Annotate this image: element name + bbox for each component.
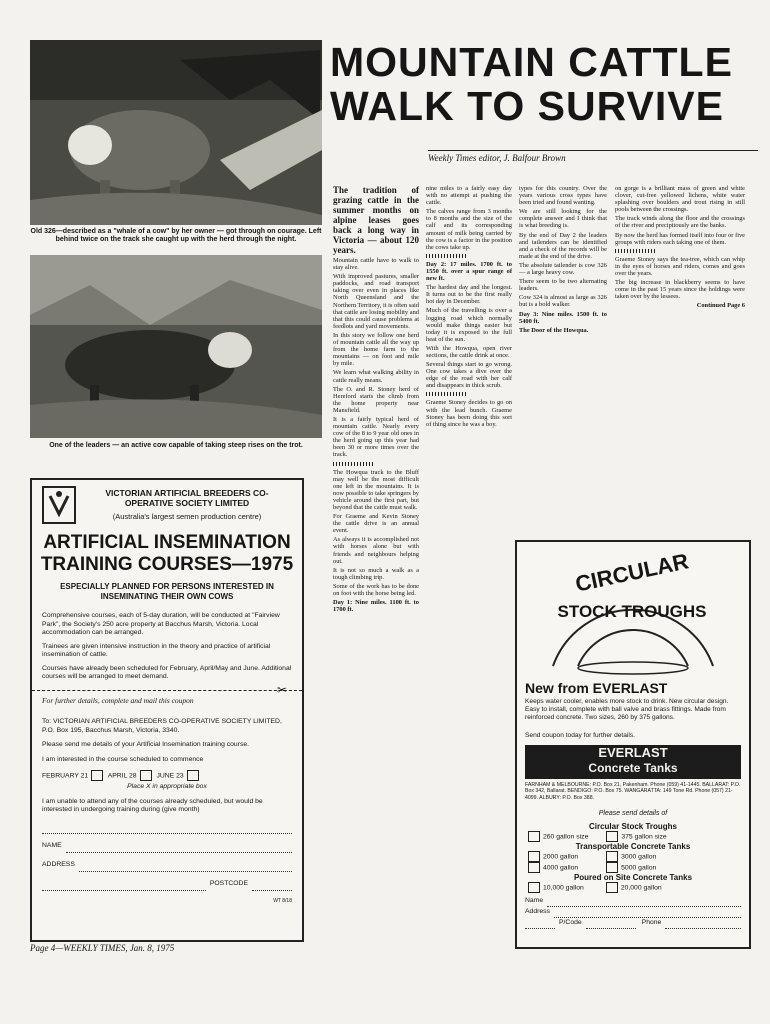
paragraph: For Graeme and Kevin Stoney the cattle drive is an annual event. [333, 513, 419, 535]
article-intro: The tradition of grazing cattle in the summer months on alpine leases goes back a long way in Victoria — about 120 years. [333, 185, 419, 255]
tick-instruction: Place X in appropriate box [127, 783, 207, 790]
section-rule [615, 249, 655, 253]
vabcs-tagline: (Australia's largest semen production centre) [112, 512, 262, 521]
subhead-day-1: Day 1: Nine miles. 1100 ft. to 1700 ft. [333, 599, 419, 614]
coupon-to: To: VICTORIAN ARTIFICIAL BREEDERS CO-OPERATIVE SOCIETY LIMITED, [42, 718, 282, 725]
cow-photo-1 [30, 40, 322, 225]
name-label: Name [525, 897, 544, 904]
everlast-coupon [525, 822, 741, 929]
everlast-advert [515, 540, 751, 949]
phone-label: Phone [641, 919, 662, 926]
option-label: 5000 gallon [621, 864, 657, 872]
pcode-label: P/Code [559, 919, 582, 926]
date-february: FEBRUARY 21 [42, 772, 89, 780]
address-field-2[interactable] [525, 918, 555, 929]
paragraph: The O. and R. Stoney herd of Hereford starts the climb from the home property near Mansfield. [333, 385, 419, 414]
concrete-tanks: Concrete Tanks [588, 761, 678, 775]
ad-title-1: ARTIFICIAL INSEMINATION [43, 532, 291, 553]
paragraph: We are still looking for the complete answer and I think that is what breeding is. [519, 208, 607, 230]
ai-training-advert [30, 478, 304, 942]
coupon-address: P.O. Box 195, Bacchus Marsh, Victoria, 3340. [42, 726, 180, 734]
cow-photo-2 [30, 255, 322, 438]
paragraph: It is a fairly typical herd of mountain cattle. Nearly every cow of the 8 to 9 year old ones in the herd going up this year had been 30 or more times over the track. [333, 415, 419, 459]
checkbox-5000[interactable] [606, 862, 618, 873]
address-label: ADDRESS [42, 860, 75, 868]
subhead-day-2: Day 2: 17 miles. 1700 ft. to 1550 ft. over a spur range of new ft. [426, 260, 512, 283]
headline-line-2: WALK TO SURVIVE [330, 83, 724, 129]
paragraph: Graeme Stoney decides to go on with the lead bunch. Graeme Stoney has been doing this sort of thing since he was a boy. [426, 399, 512, 428]
address-label: Address [525, 908, 550, 915]
paragraph: It is not so much a walk as a tough climbing trip. [333, 566, 419, 581]
everlast-blurb: Keeps water cooler, enables more stock to drink. New circular design. Easy to install, complete with ball valve and brass fittings. Made from reinforced concrete. Two sizes, 260 by 375 gallons. [525, 698, 729, 721]
paragraph: types for this country. Over the years various cross types have been tried and found wanting. [519, 185, 607, 207]
option-label: 375 gallon size [621, 833, 667, 841]
address-field-2[interactable] [42, 880, 206, 891]
paragraph: The hardest day and the longest. It turns out to be the first really hot day in December. [426, 284, 512, 306]
section-rule [426, 392, 466, 396]
dealer-list: FARNHAM & MELBOURNE: P.O. Box 21, Pakenham. Phone (059) 41-1445. BALLARAT: P.O. Box 342, Ballarat. BENDIGO: P.O. Box 75. WANGARATTA: 149 Tone Rd. Phone (057) 21-4099. ALBURY: P.O. Box 388. [525, 782, 741, 801]
address-field[interactable] [554, 907, 741, 918]
ad-lead: ESPECIALLY PLANNED FOR PERSONS INTERESTED IN INSEMINATING THEIR OWN COWS [60, 582, 274, 601]
article-column-2 [426, 185, 512, 945]
paragraph: The Howqua track to the Bluff may well be the most difficult one left in the mountains. It is now possible to take springers by vehicle around the first part, but beyond that the cattle must walk. [333, 468, 419, 511]
ad-paragraph: Courses have already been scheduled for February, April/May and June. Additional courses will be arranged to meet demand. [42, 664, 292, 680]
paragraph: We learn what walking ability in cattle really means. [333, 369, 419, 384]
coupon-send: Please send me details of your Artificial Insemination training course. [42, 741, 250, 748]
paragraph: The big increase in blackberry seems to have come in the past 15 years since the holdings were taken over by the lessees. [615, 279, 745, 301]
checkbox-february[interactable] [91, 770, 103, 781]
troughs-heading: Circular Stock Troughs [588, 822, 678, 831]
checkbox-375[interactable] [606, 831, 618, 842]
paragraph: Cow 324 is almost as large as 326 but is a bold walker. [519, 294, 607, 309]
paragraph: By now the herd has formed itself into four or five groups with riders each taking one of them. [615, 231, 745, 246]
coupon-instruction: For further details, complete and mail this coupon [42, 696, 194, 705]
vabcs-logo [42, 486, 76, 524]
please-send: Please send details of [598, 810, 668, 817]
ad-code: WT 8/18 [273, 897, 292, 904]
paragraph: on gorge is a brilliant mass of green and white clover, cut-free yellowed lichens, white water splashing over boulders and trout rising in still pools between the crossings. [615, 185, 745, 214]
paragraph: In this story we follow one herd of mountain cattle all the way up from the home farm to the mountains — on foot and mile by mile. [333, 331, 419, 368]
circular-wordmark: CIRCULAR [573, 548, 691, 597]
option-label: 10,000 gallon [543, 884, 584, 892]
name-field[interactable] [66, 842, 292, 853]
option-label: 260 gallon size [543, 833, 589, 841]
ad-paragraph: Trainees are given intensive instruction in the theory and practice of artificial insemination of cattle. [42, 642, 271, 658]
subhead-day-3: Day 3: Nine miles. 1500 ft. to 5400 ft. [519, 310, 607, 325]
checkbox-10000[interactable] [528, 882, 540, 893]
checkbox-4000[interactable] [528, 862, 540, 873]
paragraph: As always it is accomplished not with horses alone but with friends and neighbours helping out. [333, 536, 419, 565]
paragraph: Mountain cattle have to walk to stay alive. [333, 257, 419, 272]
paragraph: Some of the work has to be done on foot with the horse being led. [333, 582, 419, 598]
paragraph: With improved pastures, smaller paddocks, and road transport taking over even in places like North Queensland and the Northern Territory, it is often said that cattle are losing mobility and that this could cause problems at feedlots and yard movements. [333, 273, 419, 330]
checkbox-2000[interactable] [528, 851, 540, 862]
checkbox-20000[interactable] [606, 882, 618, 893]
coupon-cut-line [32, 690, 302, 691]
everlast-banner [525, 745, 741, 779]
ad-paragraph: Comprehensive courses, each of 5-day duration, will be conducted at "Fairview Park", the Society's 250 acre property at Bacchus Marsh, Victoria. Local accommodation can be arranged. [42, 612, 280, 636]
ad-body [42, 612, 292, 687]
name-field[interactable] [547, 896, 741, 907]
pcode-field[interactable] [586, 918, 636, 929]
checkbox-260[interactable] [528, 831, 540, 842]
subhead-door: The Door of the Howqua. [519, 326, 589, 334]
address-field[interactable] [79, 861, 292, 872]
headline [330, 40, 740, 128]
page-footer: Page 4—WEEKLY TIMES, Jan. 8, 1975 [30, 941, 300, 953]
option-label: 3000 gallon [621, 853, 657, 861]
article-column-1 [333, 185, 419, 945]
byline: Weekly Times editor, J. Balfour Brown [428, 150, 758, 163]
date-june: JUNE 23 [156, 772, 184, 780]
everlast-send: Send coupon today for further details. [525, 732, 635, 739]
checkbox-april[interactable] [140, 770, 152, 781]
paragraph: The track winds along the floor and the crossings of the river and precipitously are the banks. [615, 215, 745, 230]
paragraph: Graeme Stoney says the tea-tree, which can whip in the eyes of horses and riders, comes and goes over the years. [615, 255, 745, 277]
stock-troughs-wordmark: STOCK TROUGHS [557, 602, 707, 621]
new-from-everlast: New from EVERLAST [525, 680, 668, 696]
everlast-brand: EVERLAST [598, 745, 668, 760]
option-label: 20,000 gallon [620, 884, 662, 892]
section-rule [333, 462, 373, 466]
paragraph: There seem to be two alternating leaders. [519, 278, 607, 293]
article-column-4 [615, 185, 745, 535]
postcode-label: POSTCODE [209, 879, 248, 887]
option-label: 2000 gallon [543, 853, 579, 861]
photo-2-caption: One of the leaders — an active cow capable of taking steep rises on the trot. [49, 442, 303, 449]
paragraph: By the end of Day 2 the leaders and tailenders can be identified and a check of the records will be made at the end of the drive. [519, 231, 607, 260]
transportable-heading: Transportable Concrete Tanks [575, 842, 691, 851]
coupon-form [42, 718, 292, 905]
site-heading: Poured on Site Concrete Tanks [573, 873, 693, 882]
option-label: 4000 gallon [543, 864, 579, 872]
paragraph: The absolute tailender is cow 326 — a large heavy cow. [519, 261, 607, 277]
paragraph: Several things start to go wrong. One cow takes a dive over the edge of the road with her calf and disappears in thick scrub. [426, 361, 512, 390]
article-column-3 [519, 185, 607, 535]
continued-link[interactable]: Continued Page 6 [696, 302, 745, 310]
ad-title-2: TRAINING COURSES—1975 [40, 554, 294, 575]
paragraph: Much of the travelling is over a logging road which normally would make things easier but today it is exposed to the full heat of the sun. [426, 307, 512, 343]
photo-1-caption: Old 326—described as a "whale of a cow" by her owner — got through on courage. Left behind twice on the track she caught up with the herd through the night. [30, 228, 322, 243]
scissors-icon: ✂ [277, 683, 288, 697]
postcode-field[interactable] [252, 880, 292, 891]
section-rule [426, 254, 466, 258]
paragraph: With the Howqua, open river sections, the cattle drink at once. [426, 344, 512, 359]
coupon-interested: I am interested in the course scheduled to commence [42, 755, 204, 763]
phone-field[interactable] [665, 918, 741, 929]
paragraph: nine miles to a fairly easy day with no attempt at pushing the cattle. [426, 185, 512, 207]
vabcs-org: VICTORIAN ARTIFICIAL BREEDERS CO-OPERATIVE SOCIETY LIMITED [105, 488, 269, 508]
checkbox-3000[interactable] [606, 851, 618, 862]
checkbox-june[interactable] [187, 770, 199, 781]
name-label: NAME [42, 841, 62, 849]
headline-line-1: MOUNTAIN CATTLE [330, 39, 733, 85]
coupon-unable: I am unable to attend any of the courses already scheduled, but would be interested in undergoing training during (give month) [42, 797, 263, 813]
month-field[interactable] [42, 823, 292, 834]
date-april: APRIL 28 [107, 772, 137, 780]
paragraph: The calves range from 3 months to 8 months and the size of the calf and its corresponding amount of milk being carried by the cow is a factor in the position the cows take up. [426, 208, 512, 251]
